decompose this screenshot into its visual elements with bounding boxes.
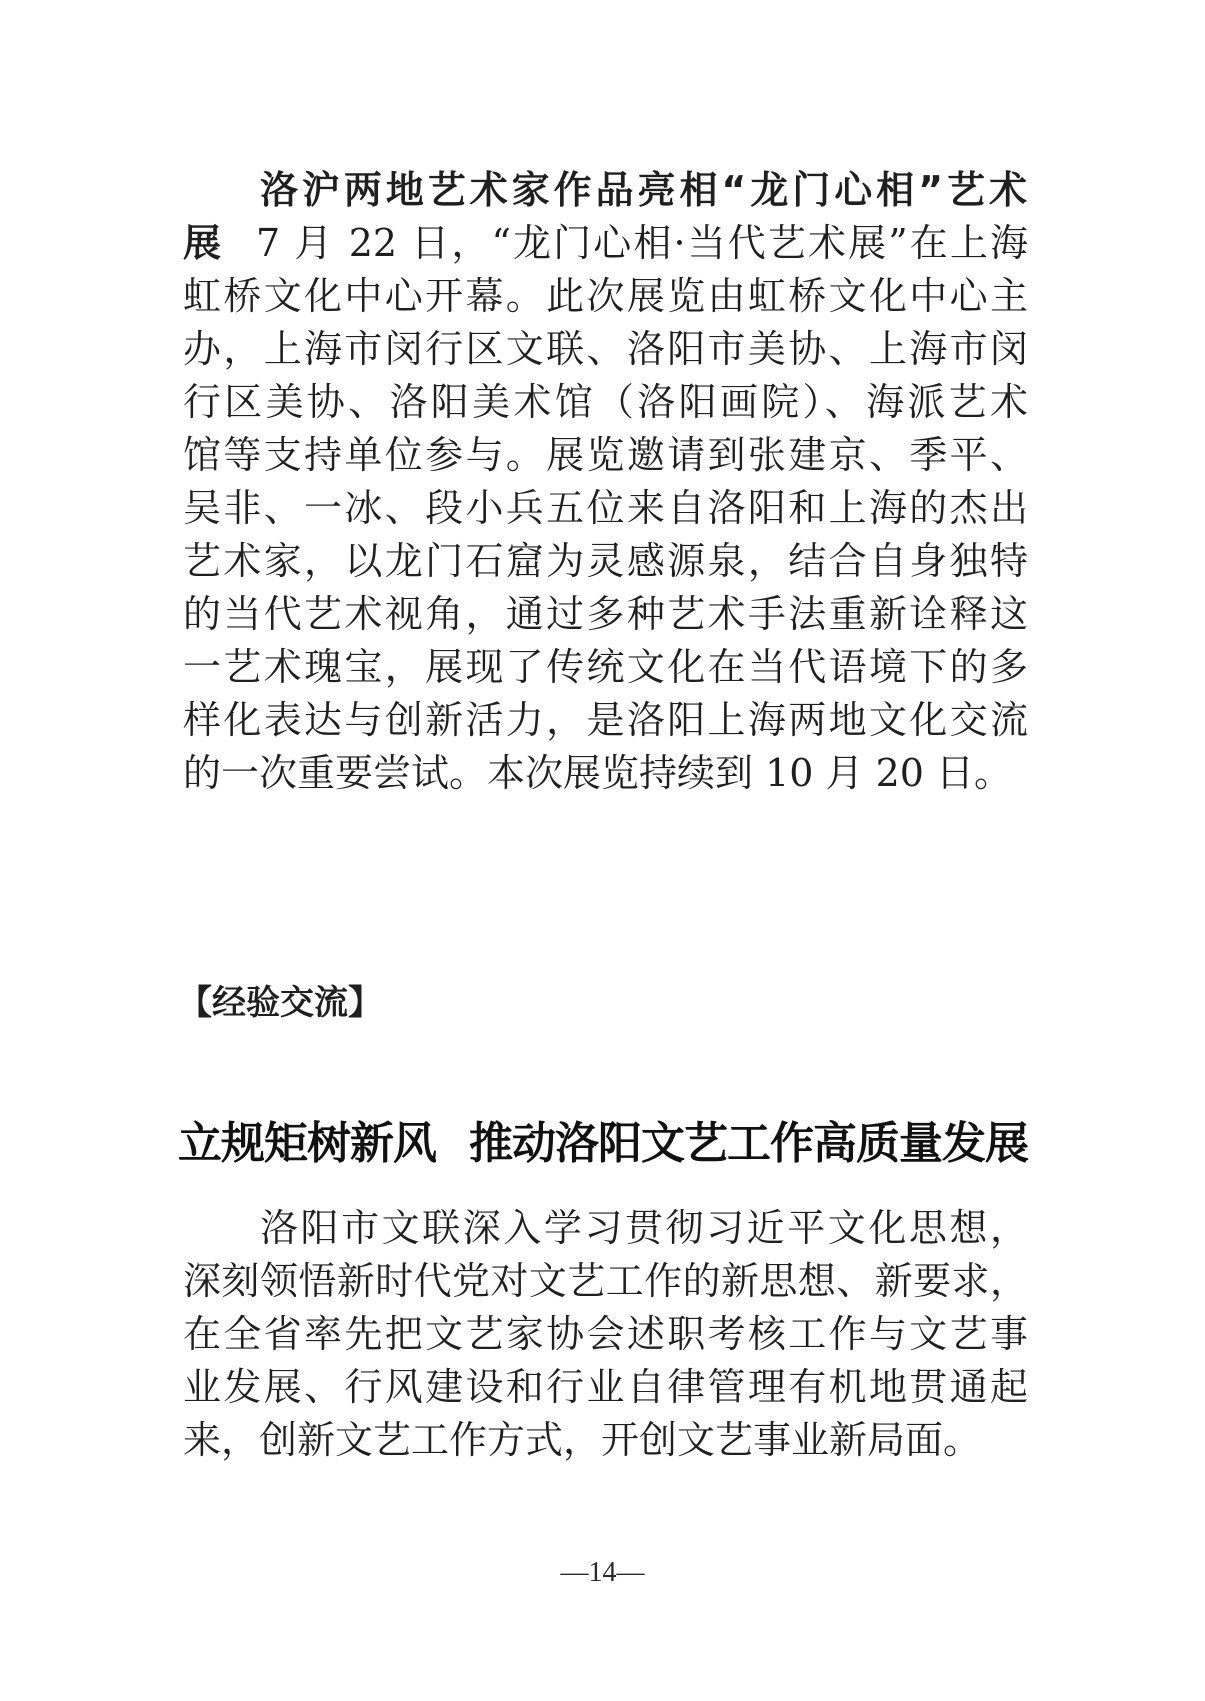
news-body-line: 虹桥文化中心开幕。此次展览由虹桥文化中心主 <box>183 274 1028 318</box>
news-body-line: 7 月 22 日，“龙门心相·当代艺术展”在上海 <box>256 221 1028 265</box>
section-tag: 【经验交流】 <box>178 983 382 1023</box>
news-body-line: 艺术家，以龙门石窟为灵感源泉，结合自身独特 <box>183 539 1028 583</box>
news-line-1 <box>183 215 1028 271</box>
news-body-line: 的一次重要尝试。本次展览持续到 10 月 20 日。 <box>183 751 1013 795</box>
article-title-part-1: 立规矩树新风 <box>178 1118 436 1169</box>
article-title <box>178 1112 1028 1176</box>
news-heading: 洛沪两地艺术家作品亮相“龙门心相”艺术 <box>260 168 1028 212</box>
news-body-line: 样化表达与创新活力，是洛阳上海两地文化交流 <box>183 698 1028 742</box>
news-body-line: 一艺术瑰宝，展现了传统文化在当代语境下的多 <box>183 645 1028 689</box>
news-body-line: 行区美协、洛阳美术馆（洛阳画院）、海派艺术 <box>183 380 1028 424</box>
page-number: —14— <box>560 1557 645 1588</box>
article-body-line: 来，创新文艺工作方式，开创文艺事业新局面。 <box>183 1418 982 1462</box>
news-heading-tail: 展 <box>183 221 223 265</box>
article-body-line: 业发展、行风建设和行业自律管理有机地贯通起 <box>183 1365 1028 1409</box>
news-body-line: 馆等支持单位参与。展览邀请到张建京、季平、 <box>183 433 1028 477</box>
news-body-line: 办，上海市闵行区文联、洛阳市美协、上海市闵 <box>183 327 1028 371</box>
article-title-part-2: 推动洛阳文艺工作高质量发展 <box>469 1118 1028 1169</box>
spacer <box>222 215 256 271</box>
article-body-line: 在全省率先把文艺家协会述职考核工作与文艺事 <box>183 1312 1028 1356</box>
article-body-line: 深刻领悟新时代党对文艺工作的新思想、新要求， <box>183 1259 1028 1303</box>
article-body-line: 洛阳市文联深入学习贯彻习近平文化思想， <box>260 1206 1028 1250</box>
news-body-line: 吴非、一冰、段小兵五位来自洛阳和上海的杰出 <box>183 486 1028 530</box>
news-body-line: 的当代艺术视角，通过多种艺术手法重新诠释这 <box>183 592 1028 636</box>
